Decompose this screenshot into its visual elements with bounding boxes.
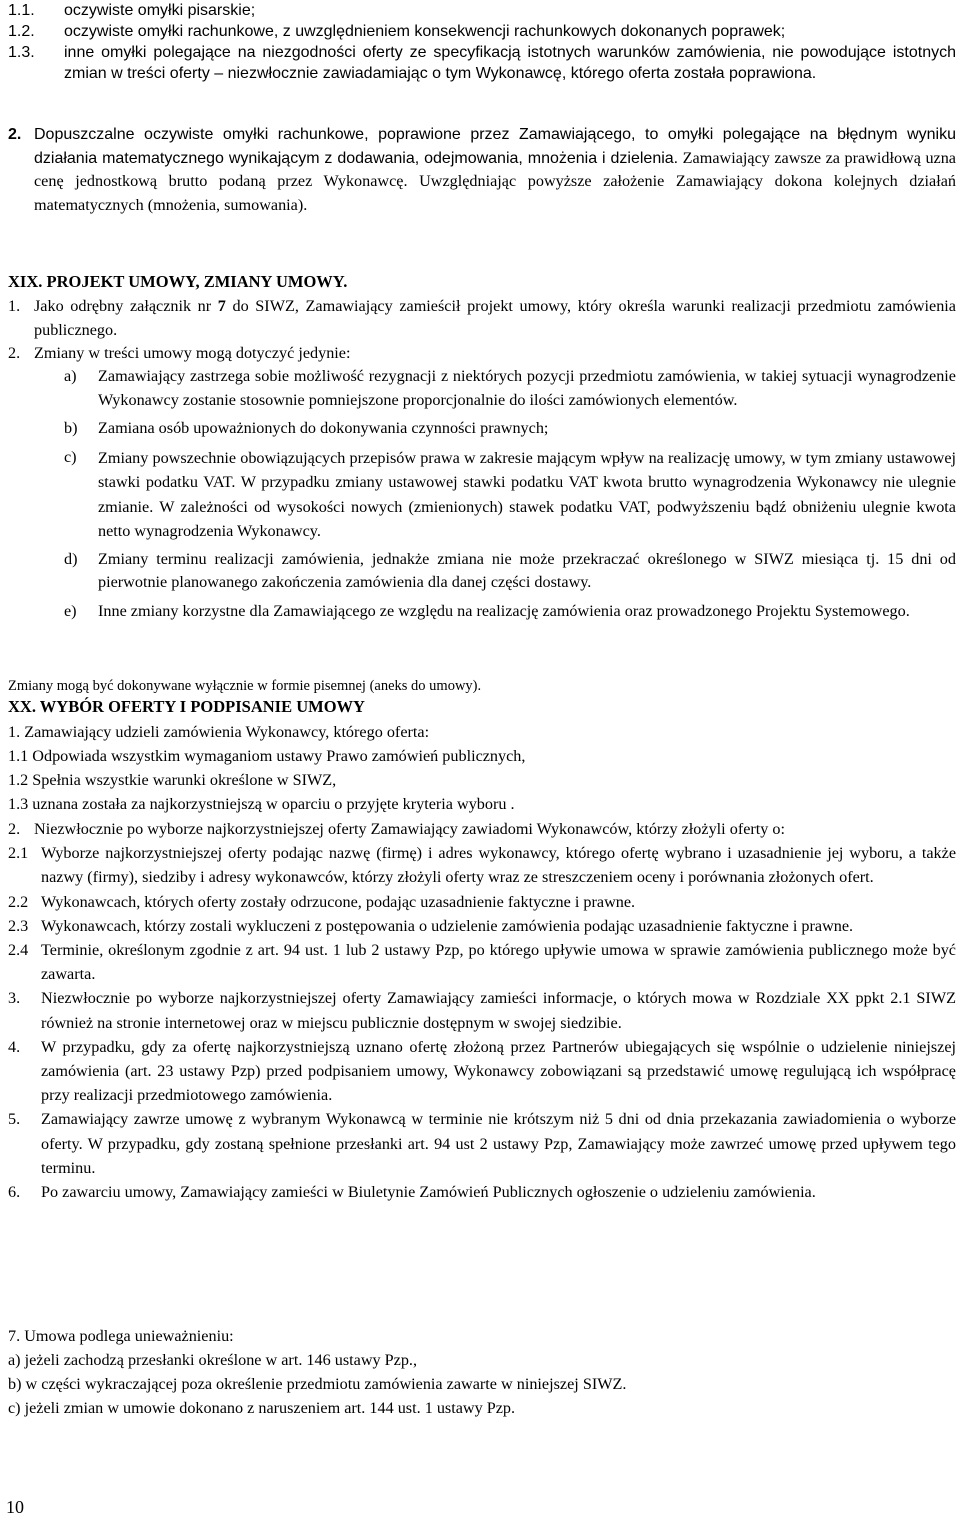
item-number: 2.3 — [8, 916, 29, 935]
point-number: 1. — [8, 297, 21, 315]
item-number: 4. — [8, 1037, 21, 1056]
item-text: Zmiany terminu realizacji zamówienia, jednakże zmiana nie może przekraczać określonego w SIWZ miesiąca tj. 15 dni od pierwotnie planowanego zakończenia zamówienia dla danej części dostawy. — [98, 549, 956, 591]
xx-item — [8, 1107, 956, 1180]
item-text: Niezwłocznie po wyborze najkorzystniejszej oferty Zamawiający zawiadomi Wykonawców, którzy złożyli oferty o: — [34, 820, 786, 838]
xx-line: 1. Zamawiający udzieli zamówienia Wykonawcy, którego oferta: — [8, 723, 430, 741]
top-list — [8, 0, 956, 84]
item-letter: c) — [64, 447, 77, 466]
xx-line: 1.2 Spełnia wszystkie warunki określone w SIWZ, — [8, 771, 337, 789]
list-item-number: 1.2. — [8, 23, 35, 40]
lettered-item — [64, 365, 956, 412]
list-item-text: oczywiste omyłki rachunkowe, z uwzględnieniem konsekwencji rachunkowych dokonanych poprawek; — [64, 23, 786, 40]
point-number: 2. — [8, 126, 22, 143]
xx-item — [8, 1035, 956, 1108]
attachment-number: 7 — [217, 297, 226, 315]
item-number: 2.2 — [8, 892, 29, 911]
point-text — [34, 295, 956, 342]
item-letter: a) — [64, 367, 77, 385]
item-number: 2.4 — [8, 941, 29, 960]
list-item — [8, 42, 956, 84]
list-item — [8, 21, 956, 42]
item-letter: d) — [64, 549, 78, 568]
item-text: Zmiany powszechnie obowiązujących przepisów prawa w zakresie mającym wpływ na realizację umowy, w tym zmiany ustawowej stawki podatku VAT. W przypadku zmiany ustawowej stawki podatku VAT kwota brutto wynagrodzenia Wykonawcy nie ulegnie zmianie. W zależności od wysokości nowych (zmienionych) stawek podatku VAT, podwyższeniu bądź obniżeniu ulegnie kwota netto wynagrodzenia Wykonawcy. — [98, 448, 956, 540]
item-text: Po zawarciu umowy, Zamawiający zamieści w Biuletynie Zamówień Publicznych ogłoszenie o udzieleniu zamówienia. — [41, 1183, 816, 1202]
item-letter: b) — [64, 419, 78, 437]
xx-tail — [8, 1324, 956, 1420]
item-text: Zamiana osób upoważnionych do dokonywania czynności prawnych; — [98, 419, 549, 437]
xx-item — [8, 938, 956, 986]
xix-items — [64, 365, 956, 623]
list-item-number: 1.3. — [8, 44, 35, 61]
item-number: 2.1 — [8, 844, 29, 863]
page-number: 10 — [6, 1497, 24, 1517]
xix-note: Zmiany mogą być dokonywane wyłącznie w formie pisemnej (aneks do umowy). — [8, 678, 482, 694]
xx-hang-items — [8, 817, 956, 1204]
xx-item — [8, 890, 956, 914]
item-text: Zamawiający zawrze umowę z wybranym Wykonawcą w terminie nie krótszym niż 5 dni od dnia przekazania zawiadomienia o wyborze oferty. W przypadku, gdy zostaną spełnione przesłanki art. 94 ust 2 ustawy Pzp, Zamawiający może zawrzeć umowę przed upływem tego terminu. — [41, 1110, 956, 1177]
lettered-item — [64, 548, 956, 595]
tail-line: c) jeżeli zmian w umowie dokonano z naruszeniem art. 144 ust. 1 ustawy Pzp. — [8, 1399, 516, 1417]
item-text: Wyborze najkorzystniejszej oferty podając nazwę (firmę) i adres wykonawcy, którego ofertę wybrano i uzasadnienie jej wyboru, a także nazwy (firmy), siedziby i adresy wykonawców, którzy złożyli oferty wraz ze streszczeniem oceny i porównania złożonych ofert. — [41, 844, 956, 887]
xx-item — [8, 1180, 956, 1204]
list-item-text: oczywiste omyłki pisarskie; — [64, 2, 256, 19]
tail-line: a) jeżeli zachodzą przesłanki określone w art. 146 ustawy Pzp., — [8, 1351, 418, 1369]
item-letter: e) — [64, 601, 77, 620]
point-text-serif: Zamawiający zawsze za prawidłową uzna cenę jednostkową brutto podaną przez Wykonawcę. Uwzględniając powyższe założenie Zamawiający dokona kolejnych działań matematycznych (mnożenia, sumowania). — [34, 148, 956, 214]
section-xx-title: XX. WYBÓR OFERTY I PODPISANIE UMOWY — [8, 697, 365, 716]
xx-item — [8, 914, 956, 938]
xx-item — [8, 841, 956, 889]
item-text: Wykonawcach, których oferty zostały odrzucone, podając uzasadnienie faktyczne i prawne. — [41, 892, 636, 911]
point-text-part: Jako odrębny załącznik nr — [34, 297, 218, 315]
item-text: Inne zmiany korzystne dla Zamawiającego ze względu na realizację zamówienia oraz prowadzonego Projektu Systemowego. — [98, 601, 910, 620]
lettered-item — [64, 600, 956, 624]
item-text: Niezwłocznie po wyborze najkorzystniejszej oferty Zamawiający zamieści informacje, o których mowa w Rozdziale XX ppkt 2.1 SIWZ również na stronie internetowej oraz w miejscu publicznie dostępnym w swojej siedzibie. — [41, 989, 956, 1032]
point-text-part: do SIWZ, Zamawiający zamieścił projekt umowy, który określa warunki realizacji przedmiotu zamówienia publicznego. — [34, 297, 956, 339]
item-text: Terminie, określonym zgodnie z art. 94 ust. 1 lub 2 ustawy Pzp, po którego upływie umowa w sprawie zamówienia publicznego może być zawarta. — [41, 941, 956, 984]
xix-point-1 — [8, 295, 956, 342]
point-2 — [8, 123, 956, 217]
xx-item — [8, 817, 956, 841]
list-item-number: 1.1. — [8, 2, 35, 19]
item-text: Zamawiający zastrzega sobie możliwość rezygnacji z niektórych pozycji przedmiotu zamówienia, w takiej sytuacji wynagrodzenie Wykonawcy zostanie stosownie pomniejszone proporcjonalnie do ilości zamówionych elementów. — [98, 367, 956, 409]
xix-point-2 — [8, 342, 956, 366]
point-number: 2. — [8, 344, 21, 362]
item-number: 5. — [8, 1110, 21, 1129]
item-text: W przypadku, gdy za ofertę najkorzystniejszą uznano ofertę złożoną przez Partnerów ubiegających się wspólnie o udzielenie niniejszej zamówienia (art. 23 ustawy Pzp) przed podpisaniem umowy, Wykonawcy zobowiązani są przedstawić umowę regulującą ich współpracę przy realizacji przedmiotowego zamówienia. — [41, 1037, 956, 1105]
lettered-item — [64, 417, 956, 441]
item-text: Wykonawcach, którzy zostali wykluczeni z postępowania o udzielenie zamówienia podając uzasadnienie faktyczne i prawne. — [41, 916, 854, 935]
point-text-sans: Dopuszczalne oczywiste omyłki rachunkowe, poprawione przez Zamawiającego, to omyłki polegające na błędnym wyniku działania matematycznego wynikającym z dodawania, odejmowania, mnożenia i dzielenia. — [34, 126, 956, 167]
tail-line: 7. Umowa podlega unieważnieniu: — [8, 1327, 234, 1345]
list-item-text: inne omyłki polegające na niezgodności oferty ze specyfikacją istotnych warunków zamówienia, nie powodujące istotnych zmian w treści oferty – niezwłocznie zawiadamiając o tym Wykonawcę, którego oferta została poprawiona. — [64, 44, 956, 82]
xx-line: 1.3 uznana została za najkorzystniejszą w oparciu o przyjęte kryteria wyboru . — [8, 795, 515, 813]
item-number: 6. — [8, 1183, 21, 1202]
item-number: 3. — [8, 989, 21, 1008]
list-item — [8, 0, 956, 21]
xx-lines — [8, 720, 956, 816]
point-text — [34, 123, 956, 217]
section-xix-title: XIX. PROJEKT UMOWY, ZMIANY UMOWY. — [8, 272, 348, 291]
xx-line: 1.1 Odpowiada wszystkim wymaganiom ustawy Prawo zamówień publicznych, — [8, 747, 526, 765]
tail-line: b) w części wykraczającej poza określenie przedmiotu zamówienia zawarte w niniejszej SIWZ. — [8, 1375, 627, 1393]
item-number: 2. — [8, 820, 21, 838]
lettered-item — [64, 446, 956, 544]
xx-item — [8, 986, 956, 1034]
point-text: Zmiany w treści umowy mogą dotyczyć jedynie: — [34, 344, 351, 362]
